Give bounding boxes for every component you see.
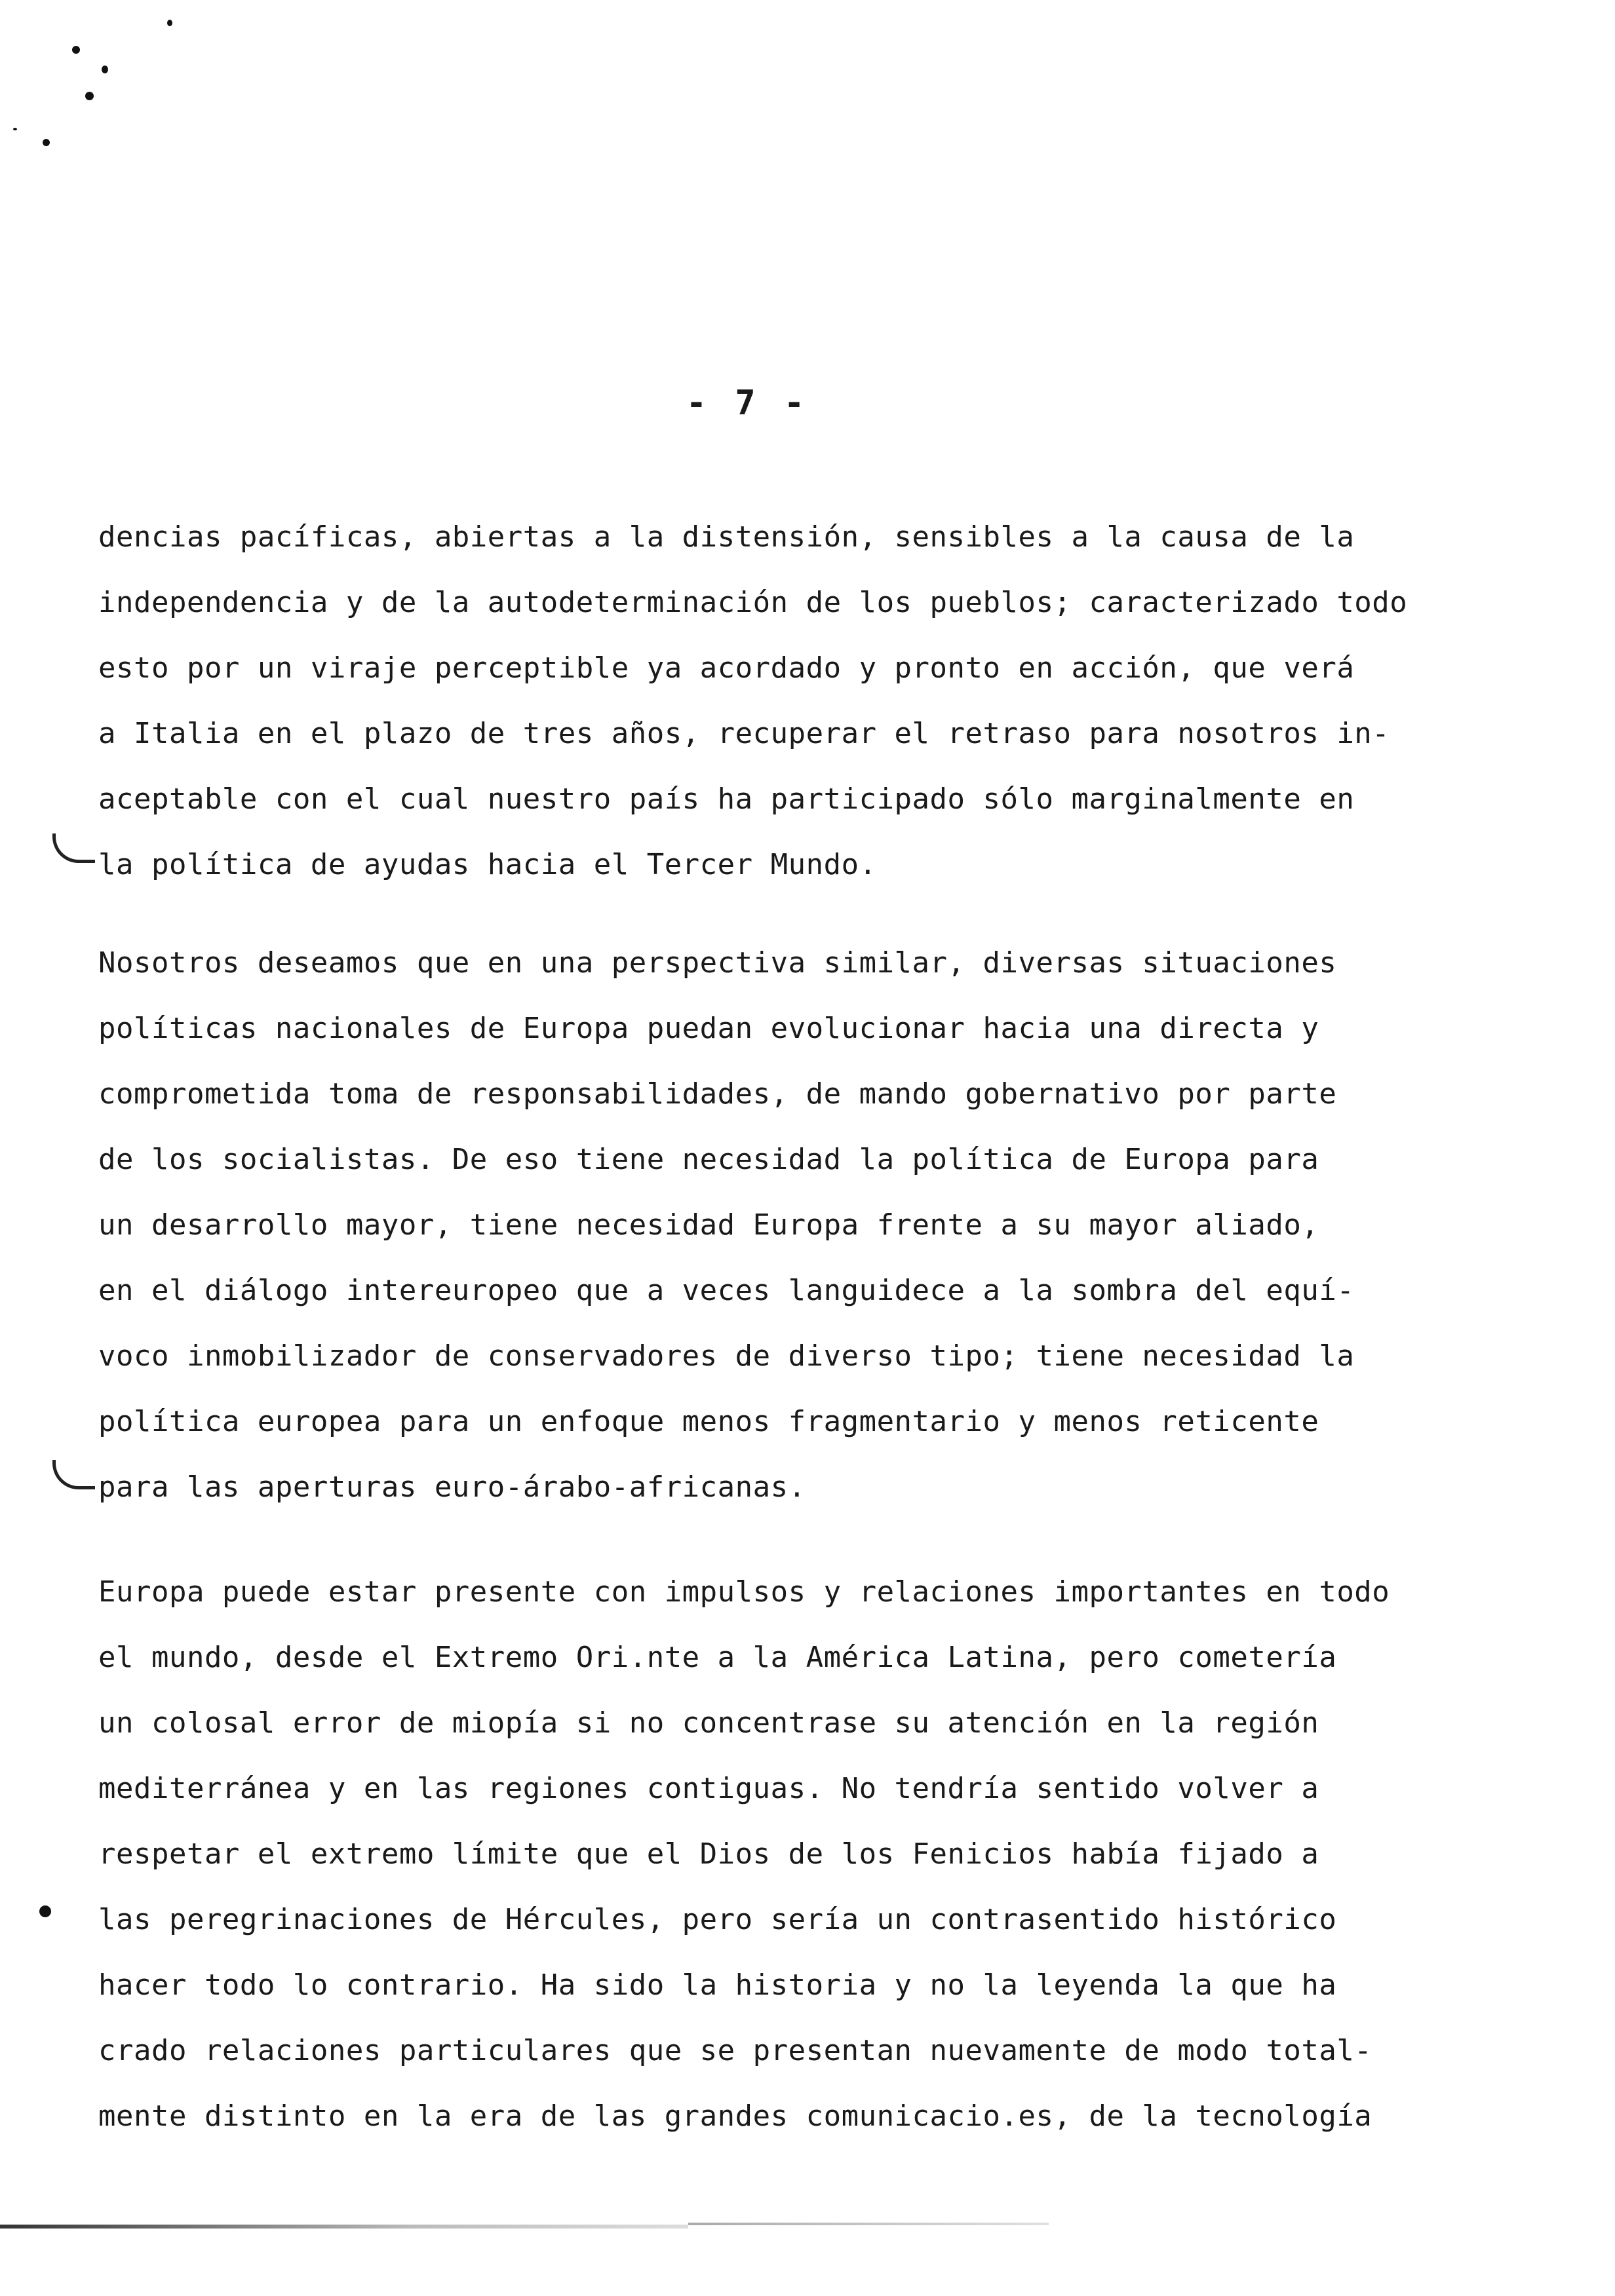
paragraph-1 bbox=[98, 505, 1580, 898]
text-line: Nosotros deseamos que en una perspectiva similar, diversas situaciones bbox=[98, 946, 1337, 980]
text-line: a Italia en el plazo de tres años, recuperar el retraso para nosotros in- bbox=[98, 717, 1390, 750]
text-line: de los socialistas. De eso tiene necesidad la política de Europa para bbox=[98, 1143, 1319, 1176]
text-line: hacer todo lo contrario. Ha sido la historia y no la leyenda la que ha bbox=[98, 1968, 1337, 2002]
scan-speck bbox=[13, 128, 17, 130]
scan-speck bbox=[43, 139, 50, 146]
text-line: las peregrinaciones de Hércules, pero sería un contrasentido histórico bbox=[98, 1903, 1337, 1936]
text-line: para las aperturas euro-árabo-africanas. bbox=[98, 1470, 806, 1504]
scan-bottom-edge-line bbox=[688, 2223, 1049, 2225]
scan-speck bbox=[167, 20, 172, 26]
text-line: dencias pacíficas, abiertas a la distensión, sensibles a la causa de la bbox=[98, 520, 1355, 554]
scan-speck bbox=[39, 1905, 51, 1917]
margin-bracket-mark bbox=[52, 1460, 95, 1489]
scan-speck bbox=[102, 66, 108, 73]
text-line: comprometida toma de responsabilidades, de mando gobernativo por parte bbox=[98, 1077, 1337, 1111]
text-line: un desarrollo mayor, tiene necesidad Europa frente a su mayor aliado, bbox=[98, 1208, 1319, 1242]
page-number: - 7 - bbox=[686, 383, 809, 423]
scan-speck bbox=[85, 92, 94, 100]
text-line: Europa puede estar presente con impulsos y relaciones importantes en todo bbox=[98, 1575, 1390, 1609]
text-line: en el diálogo intereuropeo que a veces languidece a la sombra del equí- bbox=[98, 1274, 1355, 1307]
text-line: el mundo, desde el Extremo Ori.nte a la América Latina, pero cometería bbox=[98, 1641, 1337, 1674]
margin-bracket-mark bbox=[52, 833, 95, 863]
scan-bottom-edge-line bbox=[0, 2225, 688, 2229]
text-line: respetar el extremo límite que el Dios de los Fenicios había fijado a bbox=[98, 1837, 1319, 1871]
text-line: aceptable con el cual nuestro país ha participado sólo marginalmente en bbox=[98, 782, 1355, 816]
text-line: esto por un viraje perceptible ya acordado y pronto en acción, que verá bbox=[98, 651, 1355, 685]
text-line: políticas nacionales de Europa puedan evolucionar hacia una directa y bbox=[98, 1012, 1319, 1045]
text-line: crado relaciones particulares que se presentan nuevamente de modo total- bbox=[98, 2034, 1372, 2067]
text-line: la política de ayudas hacia el Tercer Mundo. bbox=[98, 848, 877, 881]
paragraph-2 bbox=[98, 930, 1580, 1520]
text-line: mente distinto en la era de las grandes comunicacio.es, de la tecnología bbox=[98, 2099, 1372, 2133]
scan-speck bbox=[72, 46, 80, 54]
text-line: un colosal error de miopía si no concentrase su atención en la región bbox=[98, 1706, 1319, 1740]
text-line: política europea para un enfoque menos fragmentario y menos reticente bbox=[98, 1405, 1319, 1438]
paragraph-3 bbox=[98, 1559, 1580, 2149]
text-line: voco inmobilizador de conservadores de diverso tipo; tiene necesidad la bbox=[98, 1339, 1355, 1373]
text-line: independencia y de la autodeterminación de los pueblos; caracterizado todo bbox=[98, 586, 1408, 619]
text-line: mediterránea y en las regiones contiguas. No tendría sentido volver a bbox=[98, 1772, 1319, 1805]
